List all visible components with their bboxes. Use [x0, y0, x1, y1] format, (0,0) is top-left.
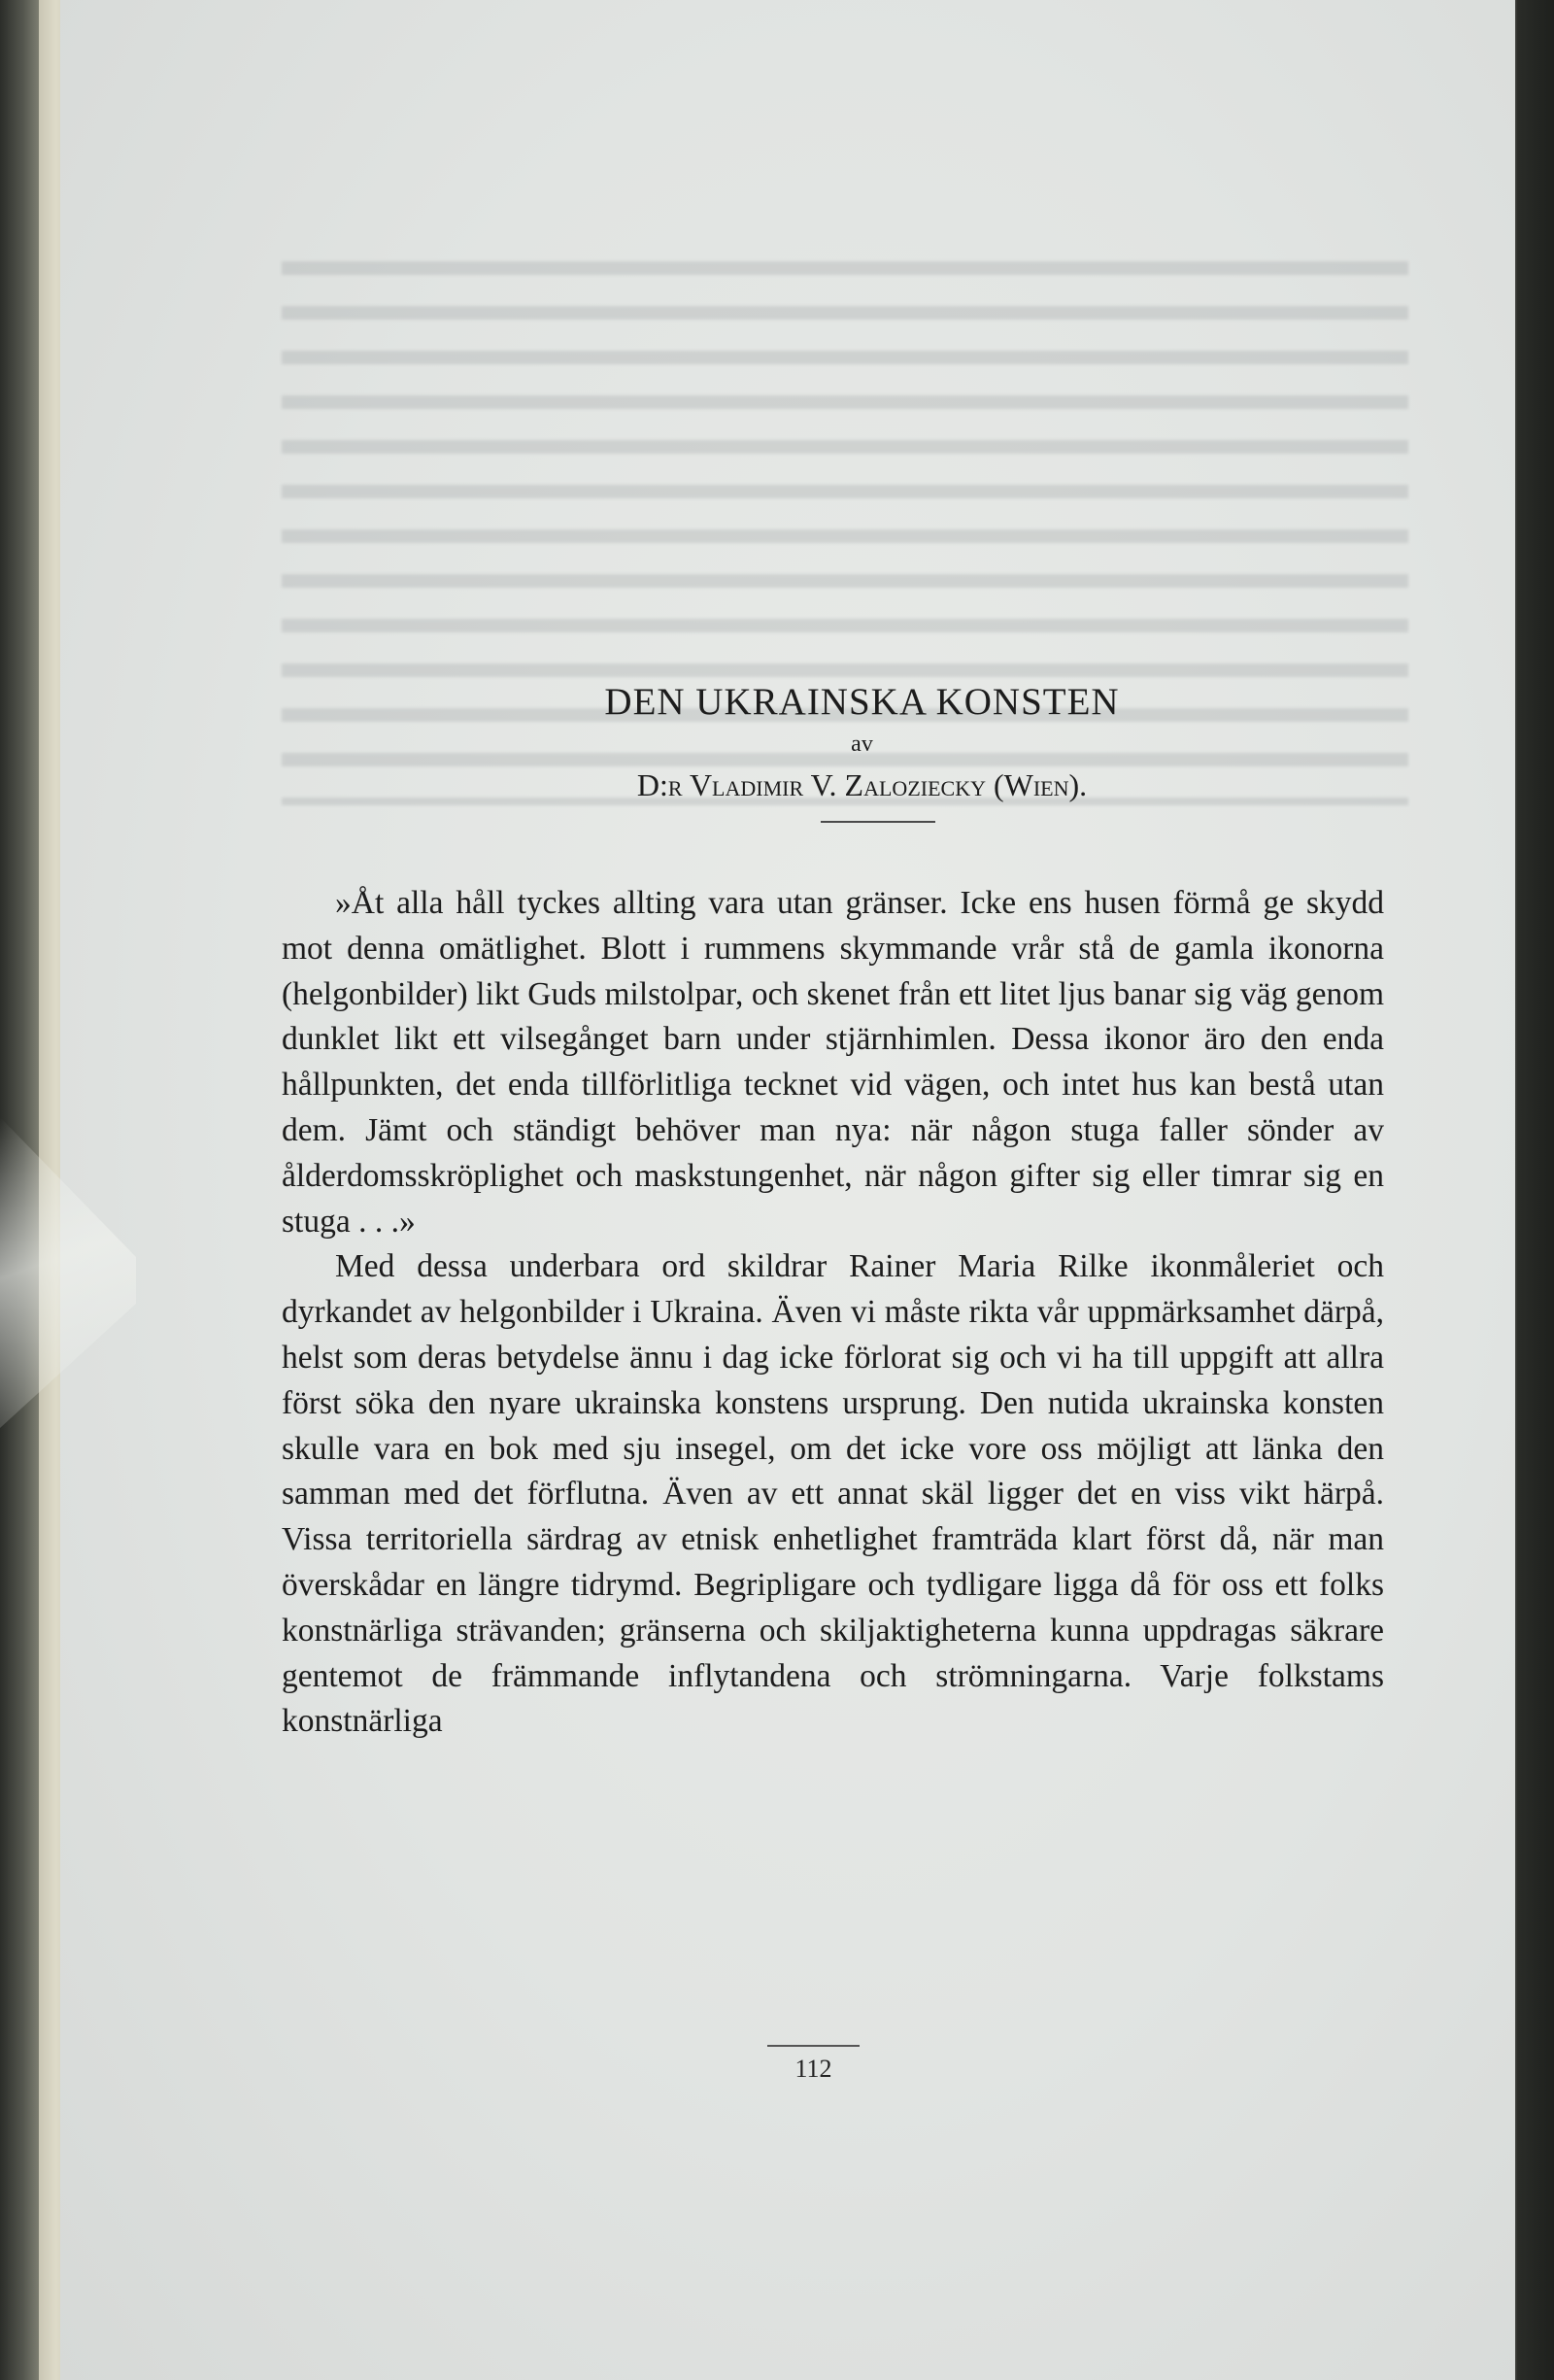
article-author: D:r Vladimir V. Zaloziecky (Wien).: [636, 767, 1088, 802]
article: [282, 680, 1384, 1745]
byline-prefix: av: [851, 731, 873, 757]
paragraph-quote: »Åt alla håll tyckes allting vara utan gränser. Icke ens husen förmå ge skydd mot denna omätlighet. Blott i rummens skymmande vrår stå de gamla ikonorna (helgonbilder) likt Guds milstolpar, och skenet från ett litet ljus banar sig väg genom dunklet likt ett vilsegånget barn under stjärnhimlen. Dessa ikonor äro den enda hållpunkten, det enda tillförlitliga tecknet vid vägen, och intet hus kan bestå utan dem. Jämt och ständigt behöver man nya: när någon stuga faller sönder av ålderdomsskröplighet och maskstungenhet, när någon gifter sig eller timrar sig en stuga . . .»: [282, 885, 1384, 1240]
title-divider: [821, 821, 935, 823]
footer-divider: [767, 2045, 860, 2047]
article-body: [282, 881, 1384, 1745]
page-number: 112: [794, 2055, 832, 2083]
paragraph-main: Med dessa underbara ord skildrar Rainer Maria Rilke ikonmåleriet och dyrkandet av helgonbilder i Ukraina. Även vi måste rikta vår uppmärksamhet därpå, helst som deras betydelse ännu i dag icke förlorat sig och vi ha till uppgift att allra först söka den nyare ukrainska konstens ursprung. Den nutida ukrainska konsten skulle vara en bok med sju insegel, om det icke vore oss möjligt att länka den samman med det förflutna. Även av ett annat skäl ligger det en viss vikt härpå. Vissa territoriella särdrag av etnisk enhetlighet framträda klart först då, när man överskådar en längre tidrymd. Begripligare och tydligare ligga då för oss ett folks konstnärliga strävanden; gränserna och skiljaktigheterna kunna uppdragas säkrare gentemot de främmande inflytandena och strömningarna. Varje folkstams konstnärliga: [282, 1248, 1384, 1740]
article-title: DEN UKRAINSKA KONSTEN: [604, 681, 1120, 723]
